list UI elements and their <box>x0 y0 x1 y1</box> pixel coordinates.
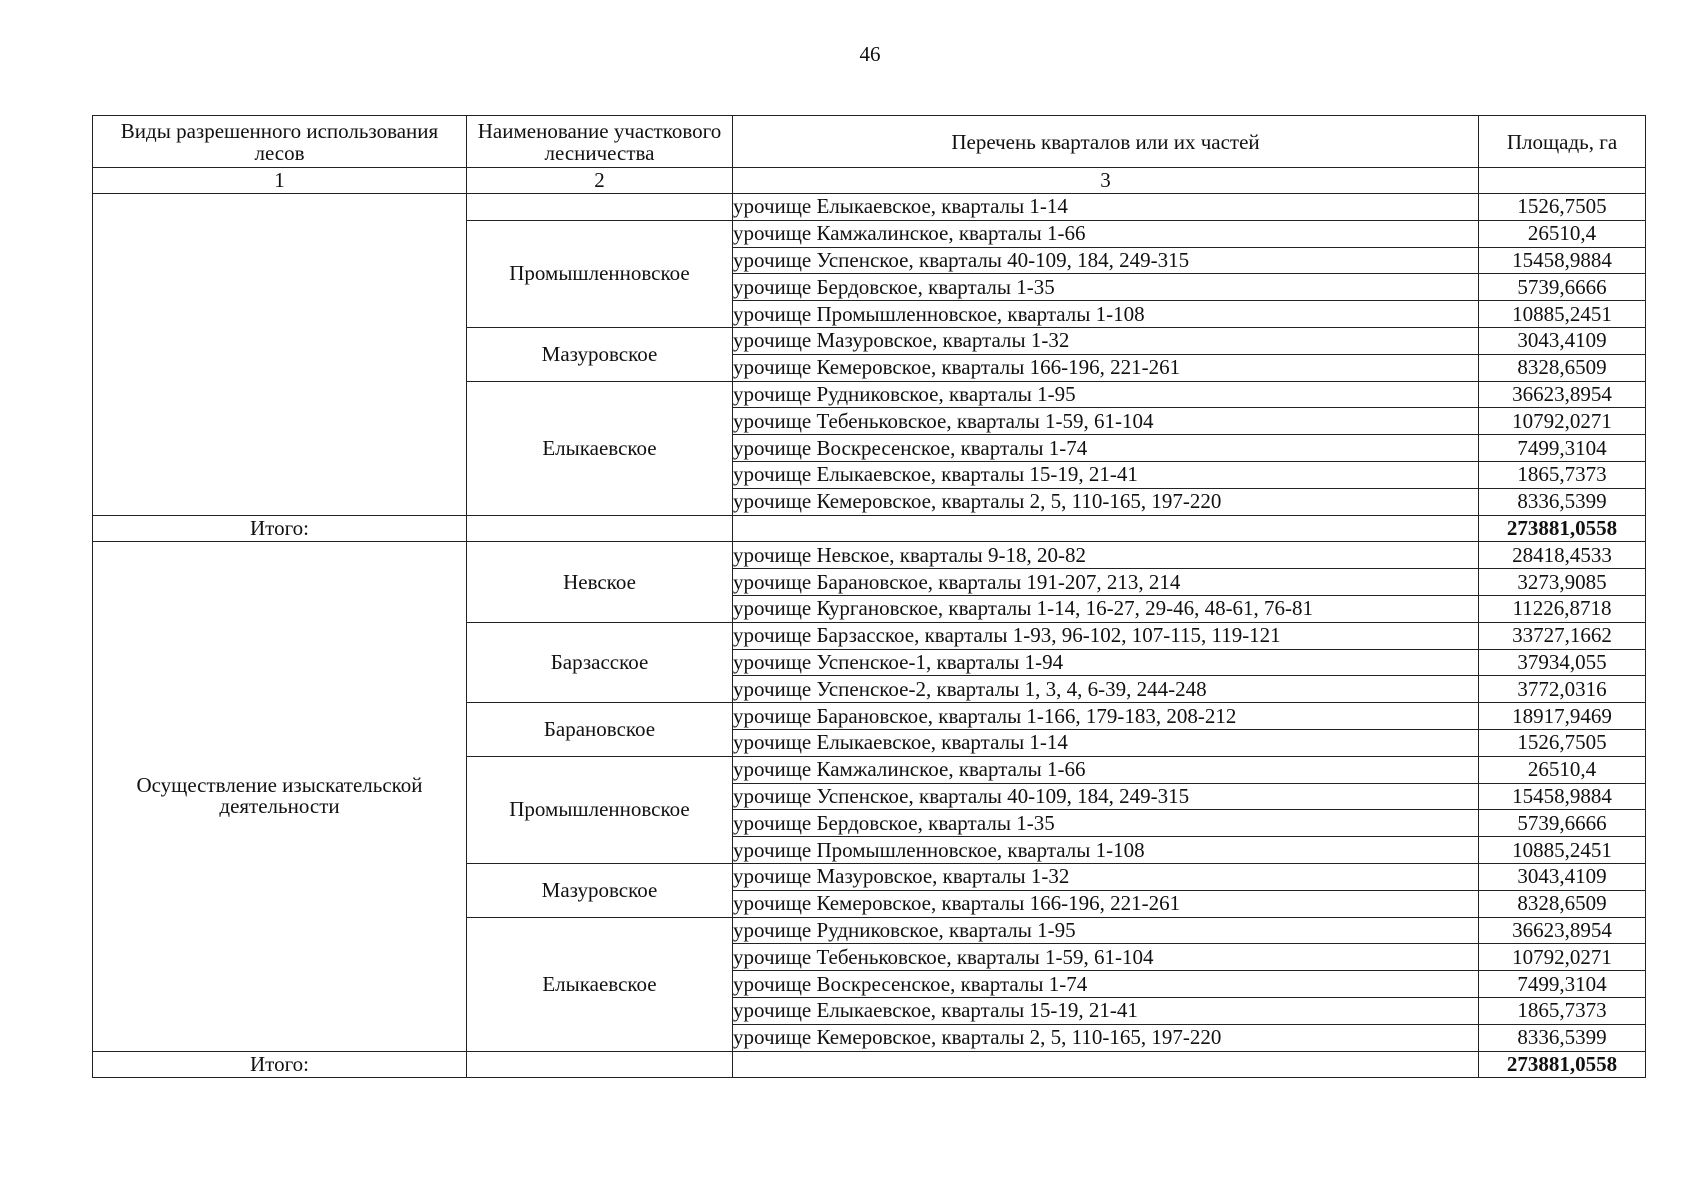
forest-use-type-cell <box>93 194 467 516</box>
total-area-value: 273881,0558 <box>1479 515 1646 542</box>
quarters-cell: урочище Бердовское, кварталы 1-35 <box>733 274 1479 301</box>
quarters-cell: урочище Мазуровское, кварталы 1-32 <box>733 327 1479 354</box>
table-row <box>93 542 1646 569</box>
area-cell: 8336,5399 <box>1479 488 1646 515</box>
quarters-cell: урочище Барановское, кварталы 191-207, 213, 214 <box>733 569 1479 596</box>
area-cell: 1865,7373 <box>1479 997 1646 1024</box>
area-cell: 36623,8954 <box>1479 917 1646 944</box>
forestry-name-cell: Мазуровское <box>467 863 733 917</box>
forestry-name-cell: Мазуровское <box>467 327 733 381</box>
area-cell: 8328,6509 <box>1479 890 1646 917</box>
area-cell: 33727,1662 <box>1479 622 1646 649</box>
header-forest-use-type: Виды разрешенного использования лесов <box>93 116 467 168</box>
quarters-cell: урочище Рудниковское, кварталы 1-95 <box>733 917 1479 944</box>
total-label: Итого: <box>93 1051 467 1078</box>
header-forestry-name: Наименование участкового лесничества <box>467 116 733 168</box>
area-cell: 36623,8954 <box>1479 381 1646 408</box>
quarters-cell: урочище Рудниковское, кварталы 1-95 <box>733 381 1479 408</box>
forestry-name-cell: Промышленновское <box>467 756 733 863</box>
area-cell: 11226,8718 <box>1479 595 1646 622</box>
quarters-cell: урочище Тебеньковское, кварталы 1-59, 61-104 <box>733 408 1479 435</box>
total-row <box>93 515 1646 542</box>
area-cell: 7499,3104 <box>1479 435 1646 462</box>
forest-use-type-cell: Осуществление изыскательской деятельности <box>93 542 467 1051</box>
area-cell: 3043,4109 <box>1479 327 1646 354</box>
area-cell: 7499,3104 <box>1479 971 1646 998</box>
quarters-cell: урочище Елыкаевское, кварталы 1-14 <box>733 729 1479 756</box>
quarters-cell: урочище Бердовское, кварталы 1-35 <box>733 810 1479 837</box>
area-cell: 10792,0271 <box>1479 944 1646 971</box>
quarters-cell: урочище Камжалинское, кварталы 1-66 <box>733 220 1479 247</box>
quarters-cell: урочище Успенское, кварталы 40-109, 184, 249-315 <box>733 783 1479 810</box>
quarters-cell: урочище Тебеньковское, кварталы 1-59, 61-104 <box>733 944 1479 971</box>
quarters-cell: урочище Кемеровское, кварталы 2, 5, 110-165, 197-220 <box>733 1024 1479 1051</box>
area-cell: 1526,7505 <box>1479 729 1646 756</box>
column-numbers-row <box>93 168 1646 194</box>
quarters-cell: урочище Невское, кварталы 9-18, 20-82 <box>733 542 1479 569</box>
quarters-cell: урочище Промышленновское, кварталы 1-108 <box>733 837 1479 864</box>
quarters-cell: урочище Елыкаевское, кварталы 1-14 <box>733 194 1479 221</box>
empty-cell <box>467 515 733 542</box>
quarters-cell: урочище Успенское, кварталы 40-109, 184, 249-315 <box>733 247 1479 274</box>
area-cell: 3043,4109 <box>1479 863 1646 890</box>
forestry-name-cell: Елыкаевское <box>467 917 733 1051</box>
header-quarters-list: Перечень кварталов или их частей <box>733 116 1479 168</box>
area-cell: 26510,4 <box>1479 756 1646 783</box>
quarters-cell: урочище Успенское-2, кварталы 1, 3, 4, 6-39, 244-248 <box>733 676 1479 703</box>
forestry-name-cell: Невское <box>467 542 733 622</box>
empty-cell <box>733 1051 1479 1078</box>
column-number: 1 <box>93 168 467 194</box>
forestry-name-cell <box>467 194 733 221</box>
table-row <box>93 194 1646 221</box>
quarters-cell: урочище Промышленновское, кварталы 1-108 <box>733 301 1479 328</box>
total-label: Итого: <box>93 515 467 542</box>
empty-cell <box>467 1051 733 1078</box>
column-number: 2 <box>467 168 733 194</box>
quarters-cell: урочище Воскресенское, кварталы 1-74 <box>733 435 1479 462</box>
quarters-cell: урочище Кемеровское, кварталы 166-196, 221-261 <box>733 890 1479 917</box>
area-cell: 1526,7505 <box>1479 194 1646 221</box>
quarters-cell: урочище Барзасское, кварталы 1-93, 96-102, 107-115, 119-121 <box>733 622 1479 649</box>
quarters-cell: урочище Кургановское, кварталы 1-14, 16-27, 29-46, 48-61, 76-81 <box>733 595 1479 622</box>
header-row <box>93 116 1646 168</box>
page-number: 46 <box>859 42 881 66</box>
empty-cell <box>733 515 1479 542</box>
area-cell: 10885,2451 <box>1479 301 1646 328</box>
area-cell: 8328,6509 <box>1479 354 1646 381</box>
area-cell: 37934,055 <box>1479 649 1646 676</box>
column-number: 3 <box>733 168 1479 194</box>
total-row <box>93 1051 1646 1078</box>
quarters-cell: урочище Успенское-1, кварталы 1-94 <box>733 649 1479 676</box>
header-area: Площадь, га <box>1479 116 1646 168</box>
quarters-table <box>92 115 1646 1078</box>
total-area-value: 273881,0558 <box>1479 1051 1646 1078</box>
quarters-cell: урочище Кемеровское, кварталы 2, 5, 110-165, 197-220 <box>733 488 1479 515</box>
area-cell: 10792,0271 <box>1479 408 1646 435</box>
quarters-cell: урочище Воскресенское, кварталы 1-74 <box>733 971 1479 998</box>
forestry-name-cell: Барзасское <box>467 622 733 702</box>
forestry-name-cell: Елыкаевское <box>467 381 733 515</box>
forestry-name-cell: Промышленновское <box>467 220 733 327</box>
quarters-cell: урочище Барановское, кварталы 1-166, 179-183, 208-212 <box>733 703 1479 730</box>
column-number <box>1479 168 1646 194</box>
area-cell: 15458,9884 <box>1479 783 1646 810</box>
quarters-cell: урочище Елыкаевское, кварталы 15-19, 21-41 <box>733 461 1479 488</box>
area-cell: 28418,4533 <box>1479 542 1646 569</box>
area-cell: 5739,6666 <box>1479 274 1646 301</box>
quarters-cell: урочище Кемеровское, кварталы 166-196, 221-261 <box>733 354 1479 381</box>
area-cell: 8336,5399 <box>1479 1024 1646 1051</box>
area-cell: 10885,2451 <box>1479 837 1646 864</box>
forestry-name-cell: Барановское <box>467 703 733 757</box>
area-cell: 3273,9085 <box>1479 569 1646 596</box>
area-cell: 18917,9469 <box>1479 703 1646 730</box>
area-cell: 15458,9884 <box>1479 247 1646 274</box>
quarters-cell: урочище Камжалинское, кварталы 1-66 <box>733 756 1479 783</box>
area-cell: 5739,6666 <box>1479 810 1646 837</box>
area-cell: 26510,4 <box>1479 220 1646 247</box>
quarters-cell: урочище Елыкаевское, кварталы 15-19, 21-41 <box>733 997 1479 1024</box>
quarters-cell: урочище Мазуровское, кварталы 1-32 <box>733 863 1479 890</box>
area-cell: 1865,7373 <box>1479 461 1646 488</box>
area-cell: 3772,0316 <box>1479 676 1646 703</box>
